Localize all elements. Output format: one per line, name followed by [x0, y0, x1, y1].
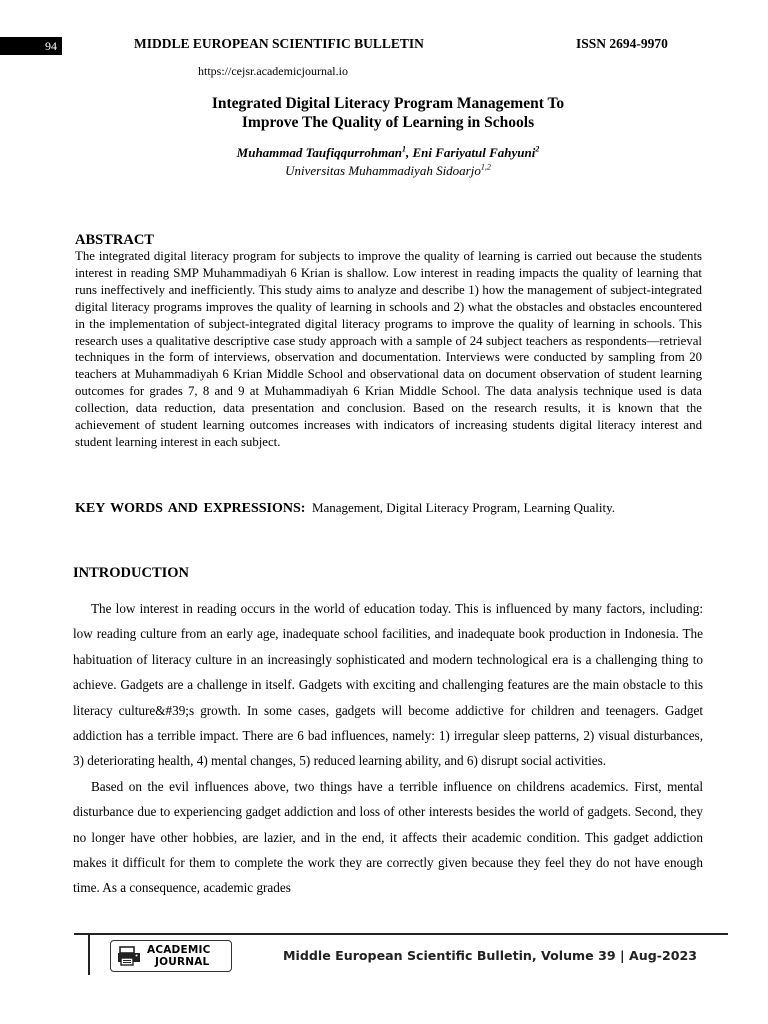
abstract-body: The integrated digital literacy program for subjects to improve the quality of learning is carried out because the students interest in reading SMP Muhammadiyah 6 Krian is shallow. Low interest in reading impacts the quality of learning that runs ineffectively and inefficiently. This study aims to analyze and describe 1) how the management of subject-integrated digital literacy programs improves the quality of learning in schools and 2) what the obstacles and obstacles encountered in the implementation of subject-integrated digital literacy programs to improve the quality of learning in schools. This research uses a qualitative descriptive case study approach with a sample of 24 subject teachers as respondents—retrieval techniques in the form of interviews, observation and documentation. Interviews were conducted by sampling from 20 teachers at Muhammadiyah 6 Krian Middle School and observational data on document observation of student learning outcomes for grades 7, 8 and 9 at Muhammadiyah 6 Krian Middle School. The data analysis technique used is data collection, data reduction, data presentation and conclusion. Based on the research results, it is known that the achievement of student learning outcomes increases with indicators of increasing students digital literacy interest and student learning interest in each subject.	[75, 249, 702, 449]
running-header-issn: ISSN 2694-9970	[576, 36, 668, 51]
keywords-text: Management, Digital Literacy Program, Learning Quality.	[311, 500, 616, 515]
footer-divider	[74, 933, 728, 935]
logo-text-line-2: JOURNAL	[155, 956, 210, 968]
author-2-name: Eni Fariyatul Fahyuni	[412, 145, 536, 160]
paper-title-line-2: Improve The Quality of Learning in Schools	[241, 114, 535, 131]
author-1-affiliation-mark: 1	[402, 144, 406, 154]
page-number: 94	[0, 37, 62, 55]
introduction-body	[73, 596, 703, 901]
affiliation-mark: 1,2	[480, 162, 491, 172]
paper-title-line-1: Integrated Digital Literacy Program Management To	[211, 95, 565, 112]
author-separator: ,	[406, 145, 413, 160]
running-header-journal: MIDDLE EUROPEAN SCIENTIFIC BULLETIN	[134, 36, 424, 51]
printing-press-icon	[117, 945, 141, 967]
paper-title	[110, 94, 666, 132]
footer-citation: Middle European Scientific Bulletin, Volume 39 | Aug-2023	[283, 948, 697, 963]
affiliation-name: Universitas Muhammadiyah Sidoarjo	[285, 163, 481, 178]
logo-text-line-1: ACADEMIC	[147, 944, 211, 956]
affiliation	[110, 162, 666, 179]
journal-url[interactable]: https://cejsr.academicjournal.io	[198, 64, 348, 78]
introduction-heading: INTRODUCTION	[73, 565, 190, 581]
author-1-name: Muhammad Taufiqqurrohman	[236, 145, 402, 160]
author-list	[110, 144, 666, 161]
academic-journal-logo	[110, 940, 232, 972]
introduction-paragraph-2: Based on the evil influences above, two things have a terrible influence on childrens academics. First, mental disturbance due to experiencing gadget addiction and loss of other interests besides the world of gadgets. Second, they no longer have other hobbies, are lazier, and in the end, it affects their academic condition. This gadget addiction makes it difficult for them to complete the work they are correctly given because they feel they do not have enough time. As a consequence, academic grades	[73, 778, 703, 896]
abstract-heading: ABSTRACT	[75, 232, 154, 248]
author-2-affiliation-mark: 2	[535, 144, 540, 154]
keywords-line	[75, 500, 715, 517]
footer-vertical-divider	[88, 935, 90, 975]
introduction-paragraph-1: The low interest in reading occurs in the world of education today. This is influenced by many factors, including: low reading culture from an early age, inadequate school facilities, and inadequate book production in Indonesia. The habituation of literacy culture in an increasingly sophisticated and modern technological era is a challenging thing to achieve. Gadgets are a challenge in itself. Gadgets with exciting and challenging features are the main obstacle to this literacy culture&#39;s growth. In some cases, gadgets will become addictive for children and teenagers. Gadget addiction has a terrible impact. There are 6 bad influences, namely: 1) irregular sleep patterns, 2) visual disturbances, 3) deteriorating health, 4) mental changes, 5) reduced learning ability, and 6) disrupt social activities.	[73, 601, 703, 769]
keywords-label: KEY WORDS AND EXPRESSIONS:	[75, 501, 306, 516]
